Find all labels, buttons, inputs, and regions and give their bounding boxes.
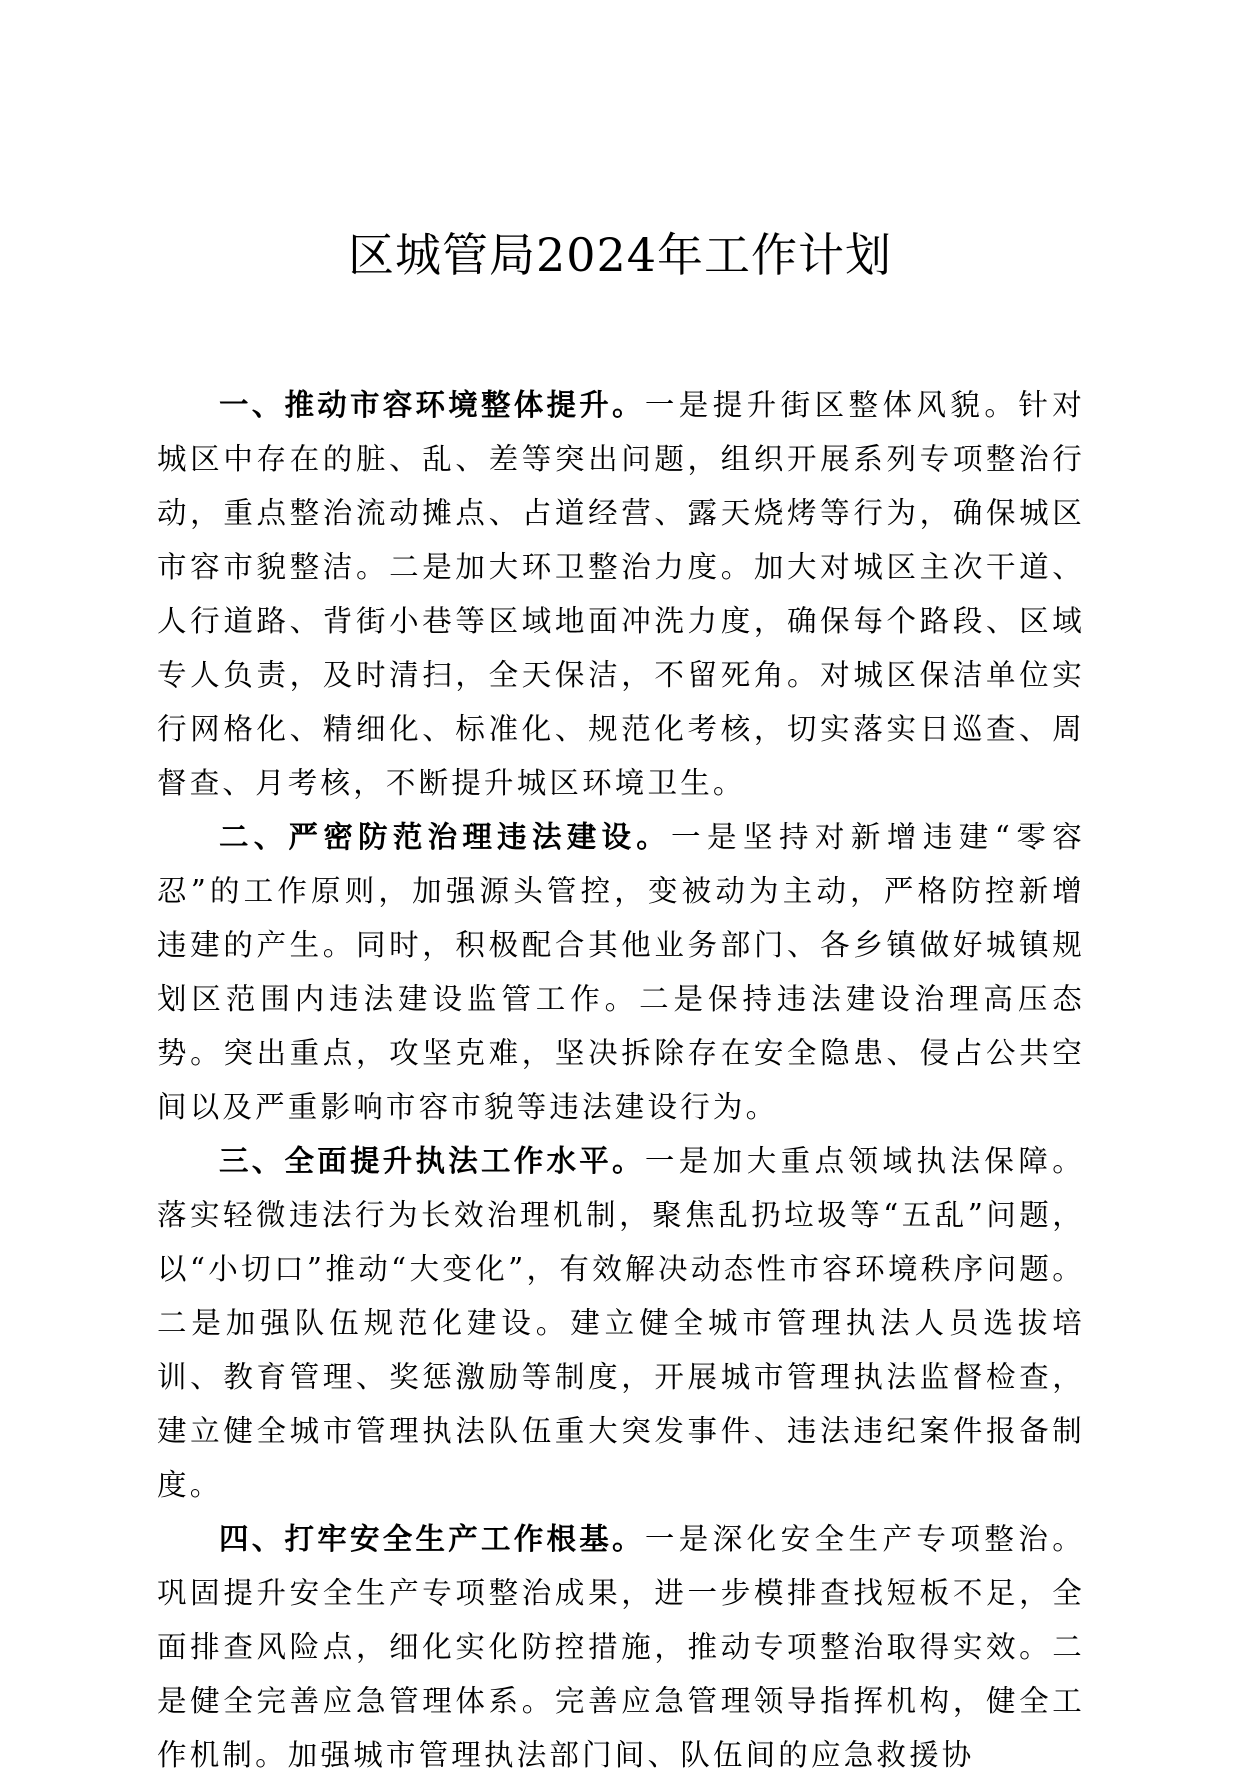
document-body bbox=[157, 378, 1085, 1782]
section-4-paragraph bbox=[157, 1512, 1085, 1782]
section-4-text: 一是深化安全生产专项整治。巩固提升安全生产专项整治成果，进一步模排查找短板不足，全面排查风险点，细化实化防控措施，推动专项整治取得实效。二是健全完善应急管理体系。完善应急管理领导指挥机构，健全工作机制。加强城市管理执法部门间、队伍间的应急救援协 bbox=[157, 1522, 1085, 1772]
section-1-heading: 一、推动市容环境整体提升。 bbox=[219, 388, 645, 422]
section-3-text: 一是加大重点领域执法保障。落实轻微违法行为长效治理机制，聚焦乱扔垃圾等“五乱”问题，以“小切口”推动“大变化”，有效解决动态性市容环境秩序问题。二是加强队伍规范化建设。建立健全城市管理执法人员选拔培训、教育管理、奖惩激励等制度，开展城市管理执法监督检查，建立健全城市管理执法队伍重大突发事件、违法违纪案件报备制度。 bbox=[157, 1144, 1085, 1502]
section-1-paragraph bbox=[157, 378, 1085, 810]
section-2-text: 一是坚持对新增违建“零容忍”的工作原则，加强源头管控，变被动为主动，严格防控新增违建的产生。同时，积极配合其他业务部门、各乡镇做好城镇规划区范围内违法建设监管工作。二是保持违法建设治理高压态势。突出重点，攻坚克难，坚决拆除存在安全隐患、侵占公共空间以及严重影响市容市貌等违法建设行为。 bbox=[157, 820, 1085, 1124]
section-1-text: 一是提升街区整体风貌。针对城区中存在的脏、乱、差等突出问题，组织开展系列专项整治行动，重点整治流动摊点、占道经营、露天烧烤等行为，确保城区市容市貌整洁。二是加大环卫整治力度。加大对城区主次干道、人行道路、背街小巷等区域地面冲洗力度，确保每个路段、区域专人负责，及时清扫，全天保洁，不留死角。对城区保洁单位实行网格化、精细化、标准化、规范化考核，切实落实日巡查、周督查、月考核，不断提升城区环境卫生。 bbox=[157, 388, 1085, 800]
section-2-heading: 二、严密防范治理违法建设。 bbox=[219, 820, 672, 854]
section-4-heading: 四、打牢安全生产工作根基。 bbox=[219, 1522, 645, 1556]
section-3-heading: 三、全面提升执法工作水平。 bbox=[219, 1144, 645, 1178]
section-2-paragraph bbox=[157, 810, 1085, 1134]
section-3-paragraph bbox=[157, 1134, 1085, 1512]
document-title: 区城管局2024年工作计划 bbox=[347, 228, 893, 282]
